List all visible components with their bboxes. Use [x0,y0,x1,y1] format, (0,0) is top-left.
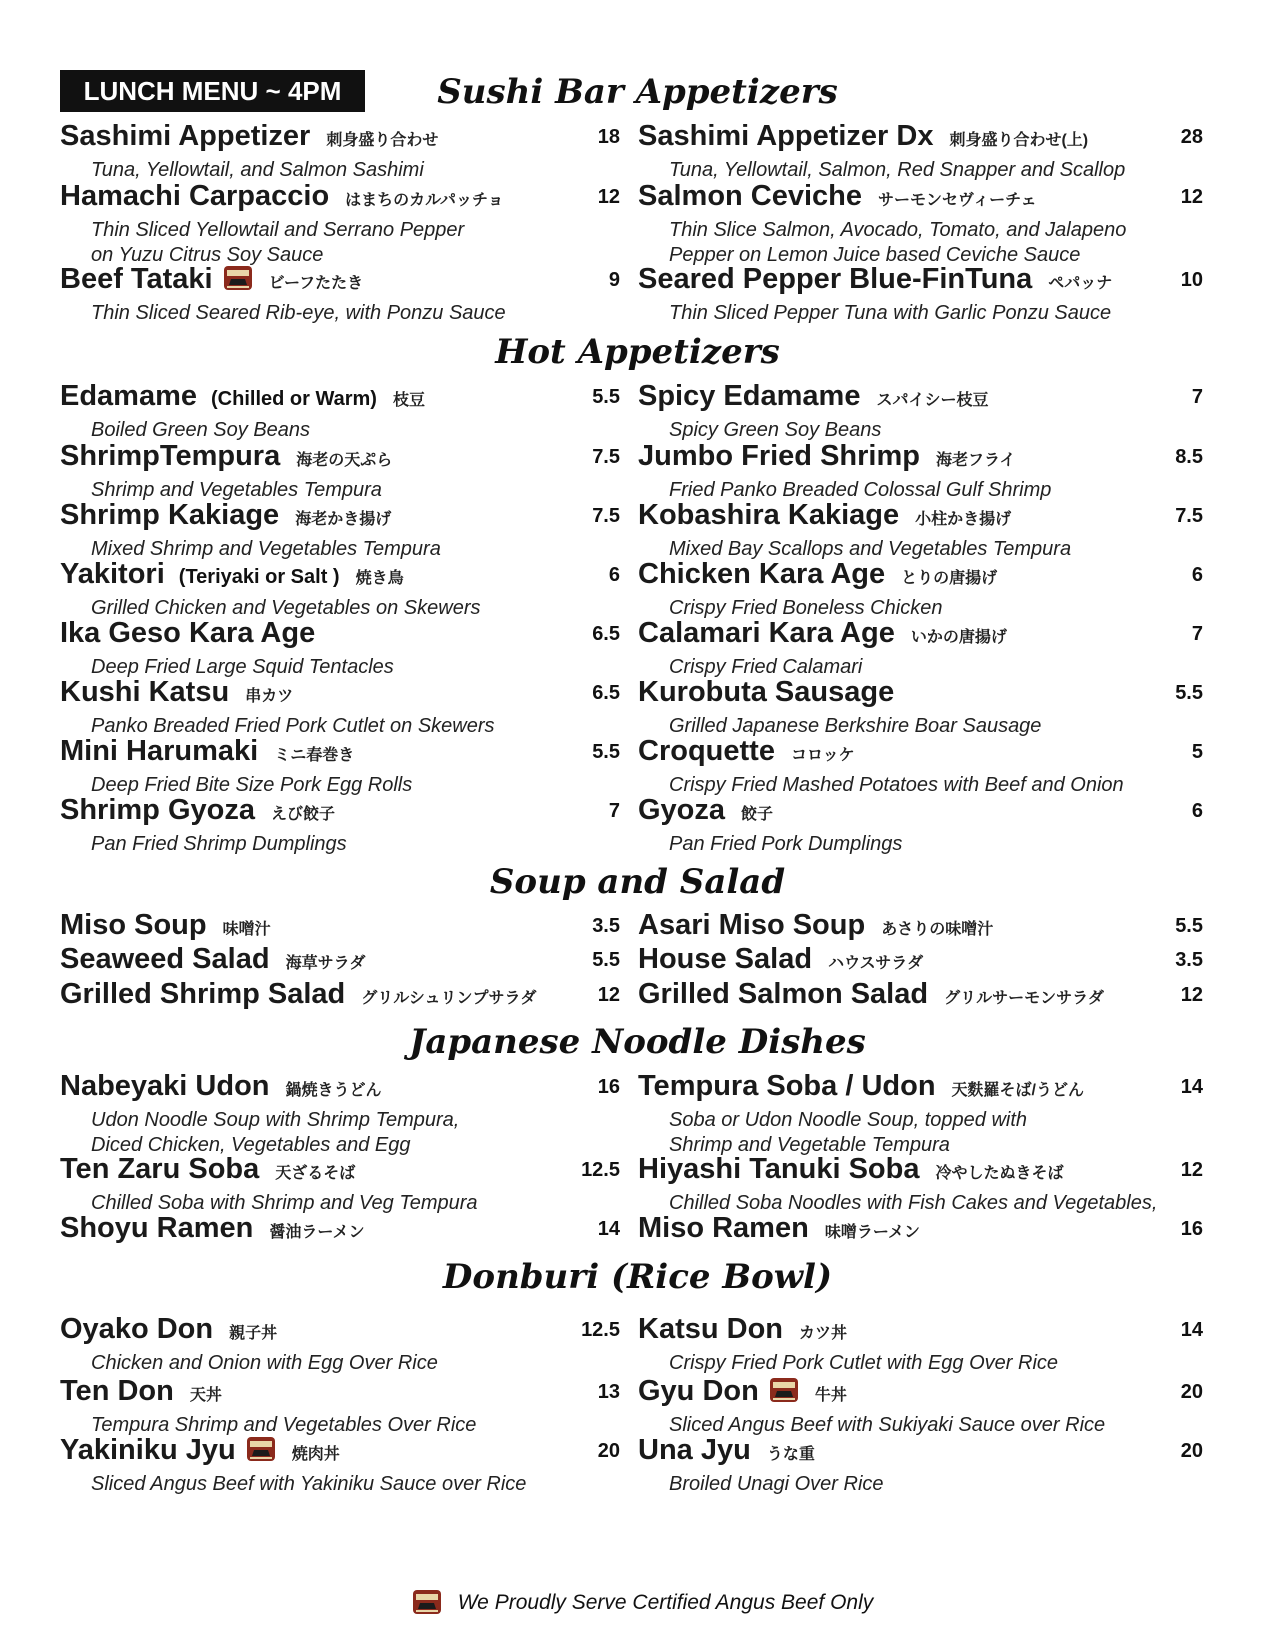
item-description: Soba or Udon Noodle Soup, topped with [669,1109,1028,1131]
item-japanese-name: 鍋焼きうどん [285,1082,382,1099]
item-description: Thin Sliced Seared Rib-eye, with Ponzu Sauce [91,302,506,324]
item-japanese-name: 味噌ラーメン [824,1224,921,1241]
item-japanese-name: 串カツ [245,688,294,705]
item-price: 5.5 [1175,915,1203,937]
item-name: Nabeyaki Udon [60,1070,270,1102]
item-description: Boiled Green Soy Beans [91,419,311,441]
item-japanese-name: はまちのカルパッチョ [345,192,504,209]
item-japanese-name: ペパッナ [1048,275,1113,292]
item-name: Kushi Katsu [60,676,230,708]
item-header [60,1153,620,1191]
item-header [638,1434,1203,1472]
item-price: 12 [1180,984,1203,1006]
item-name: Beef Tataki [60,263,213,295]
item-header [638,380,1203,418]
menu-item [60,978,620,1016]
item-japanese-name: いかの唐揚げ [910,629,1007,646]
certified-angus-beef-icon [246,1434,276,1464]
item-description: Pepper on Lemon Juice based Ceviche Sauce [669,244,1081,266]
section-title-donburi: Donburi (Rice Bowl) [442,1257,833,1297]
item-price: 6 [608,564,620,586]
item-name: Oyako Don [60,1313,214,1345]
item-price: 5 [1191,741,1203,763]
menu-item [638,794,1203,857]
item-header [60,440,620,478]
item-japanese-name: 海草サラダ [285,955,366,972]
item-name: Chicken Kara Age [638,558,886,590]
item-header [638,120,1203,158]
item-description: Udon Noodle Soup with Shrimp Tempura, [91,1109,460,1131]
item-name: Yakitori [60,558,165,590]
item-name: Seared Pepper Blue-FinTuna [638,263,1033,295]
menu-item [638,676,1203,739]
menu-item [60,943,620,981]
item-name: Katsu Don [638,1313,783,1345]
item-name: Spicy Edamame [638,380,861,412]
item-description: Pan Fried Pork Dumplings [669,833,903,855]
lunch-menu-badge: LUNCH MENU ~ 4PM [60,70,365,112]
item-header [60,1434,620,1472]
item-name: Ten Zaru Soba [60,1153,260,1185]
item-description: Tuna, Yellowtail, and Salmon Sashimi [91,159,424,181]
item-name: Asari Miso Soup [638,909,866,941]
menu-item [638,978,1203,1016]
item-description: Crispy Fried Mashed Potatoes with Beef and Onion [669,774,1124,796]
menu-item [60,676,620,739]
menu-item [638,1212,1203,1250]
item-japanese-name: 海老かき揚げ [295,511,392,528]
item-japanese-name: 焼き鳥 [355,570,404,587]
section-title-hot: Hot Appetizers [495,332,780,372]
item-header [638,180,1203,218]
item-name: Gyoza [638,794,726,826]
item-header [638,1153,1203,1191]
item-price: 7.5 [592,505,620,527]
item-description: on Yuzu Citrus Soy Sauce [91,244,324,266]
item-description: Deep Fried Bite Size Pork Egg Rolls [91,774,413,796]
item-header [638,943,1203,981]
item-name: Hiyashi Tanuki Soba [638,1153,920,1185]
item-header [60,263,620,301]
item-name: Una Jyu [638,1434,751,1466]
item-japanese-name: あさりの味噌汁 [881,921,994,938]
item-japanese-name: 冷やしたぬきそば [935,1165,1064,1182]
item-description: Tempura Shrimp and Vegetables Over Rice [91,1414,477,1436]
item-name: Calamari Kara Age [638,617,895,649]
item-price: 14 [597,1218,620,1240]
item-name: Miso Ramen [638,1212,809,1244]
menu-item [60,499,620,562]
menu-item [60,263,620,326]
item-japanese-name: 刺身盛り合わせ(上) [949,132,1089,149]
item-header [638,617,1203,655]
item-price: 5.5 [592,741,620,763]
item-header [60,380,620,418]
menu-item [638,120,1203,183]
item-header [638,440,1203,478]
item-price: 5.5 [592,386,620,408]
item-name: Seaweed Salad [60,943,270,975]
item-price: 6 [1191,564,1203,586]
item-header [60,1313,620,1351]
item-description: Crispy Fried Calamari [669,656,863,678]
item-name: Mini Harumaki [60,735,259,767]
menu-item [638,735,1203,798]
item-header [60,735,620,773]
item-header [60,1375,620,1413]
item-header [60,120,620,158]
item-price: 20 [597,1440,620,1462]
item-description: Shrimp and Vegetable Tempura [669,1134,950,1156]
menu-item [638,440,1203,503]
item-header [60,909,620,947]
item-price: 3.5 [1175,949,1203,971]
item-description: Panko Breaded Fried Pork Cutlet on Skewers [91,715,495,737]
section-title-noodle: Japanese Noodle Dishes [409,1022,866,1062]
item-name: Sashimi Appetizer Dx [638,120,934,152]
menu-item [60,794,620,857]
menu-item [60,1212,620,1250]
menu-item [638,263,1203,326]
item-japanese-name: とりの唐揚げ [901,570,998,587]
item-header [638,499,1203,537]
item-name: Kurobuta Sausage [638,676,895,708]
item-header [60,499,620,537]
menu-item [638,909,1203,947]
item-price: 8.5 [1175,446,1203,468]
item-price: 7.5 [1175,505,1203,527]
item-price: 20 [1180,1440,1203,1462]
item-name: Shrimp Kakiage [60,499,280,531]
item-price: 7 [1191,386,1203,408]
item-header [638,1375,1203,1413]
item-price: 12 [1180,1159,1203,1181]
item-header [638,1070,1203,1108]
item-japanese-name: 牛丼 [814,1387,847,1404]
item-price: 9 [608,269,620,291]
item-name: House Salad [638,943,813,975]
menu-item [638,558,1203,621]
item-description: Spicy Green Soy Beans [669,419,882,441]
item-description: Broiled Unagi Over Rice [669,1473,884,1495]
item-header [638,735,1203,773]
item-japanese-name: 天ざるそば [275,1165,356,1182]
item-price: 5.5 [592,949,620,971]
item-description: Deep Fried Large Squid Tentacles [91,656,394,678]
menu-item [60,1434,620,1497]
item-name: Salmon Ceviche [638,180,863,212]
item-japanese-name: スパイシー枝豆 [876,392,989,409]
item-description: Thin Slice Salmon, Avocado, Tomato, and Jalapeno [669,219,1127,241]
menu-item [60,1070,620,1158]
item-name: ShrimpTempura [60,440,281,472]
item-japanese-name: 天麩羅そば/うどん [951,1082,1084,1099]
item-description: Chicken and Onion with Egg Over Rice [91,1352,438,1374]
item-header [60,676,620,714]
item-name: Kobashira Kakiage [638,499,900,531]
item-price: 14 [1180,1076,1203,1098]
menu-item [638,1070,1203,1158]
item-header [638,558,1203,596]
item-price: 10 [1180,269,1203,291]
item-price: 12 [597,186,620,208]
item-name: Yakiniku Jyu [60,1434,236,1466]
certified-angus-beef-icon [769,1375,799,1405]
item-name: Ten Don [60,1375,174,1407]
item-price: 16 [1180,1218,1203,1240]
item-header [638,1212,1203,1250]
menu-item [60,1153,620,1216]
item-japanese-name: グリルサーモンサラダ [944,990,1104,1007]
item-name: Jumbo Fried Shrimp [638,440,920,472]
item-japanese-name: コロッケ [790,747,855,764]
item-header [638,1313,1203,1351]
item-price: 20 [1180,1381,1203,1403]
item-name: Ika Geso Kara Age [60,617,316,649]
item-name: Grilled Shrimp Salad [60,978,346,1010]
menu-item [638,617,1203,680]
item-japanese-name: 海老フライ [935,452,1016,469]
item-name: Grilled Salmon Salad [638,978,929,1010]
item-price: 12 [1180,186,1203,208]
item-description: Sliced Angus Beef with Sukiyaki Sauce over Rice [669,1414,1106,1436]
item-japanese-name: グリルシュリンプサラダ [361,990,537,1007]
item-description: Chilled Soba with Shrimp and Veg Tempura [91,1192,478,1214]
menu-item [60,180,620,268]
item-description: Crispy Fried Pork Cutlet with Egg Over Rice [669,1352,1059,1374]
menu-item [638,943,1203,981]
item-japanese-name: 枝豆 [392,392,425,409]
item-header [60,617,620,655]
item-price: 5.5 [1175,682,1203,704]
item-japanese-name: ハウスサラダ [828,955,924,972]
item-price: 7 [608,800,620,822]
item-header [638,676,1203,714]
item-header [60,794,620,832]
item-note: (Chilled or Warm) [211,388,377,410]
item-header [60,1212,620,1250]
menu-item [60,120,620,183]
item-japanese-name: 天丼 [189,1387,222,1404]
item-name: Sashimi Appetizer [60,120,311,152]
item-name: Croquette [638,735,775,767]
menu-item [60,380,620,443]
item-japanese-name: ミニ春巻き [274,747,355,764]
section-title-soup: Soup and Salad [489,862,786,902]
item-header [60,943,620,981]
item-japanese-name: 刺身盛り合わせ [326,132,439,149]
item-price: 12.5 [581,1319,620,1341]
item-japanese-name: 小柱かき揚げ [915,511,1012,528]
item-price: 6 [1191,800,1203,822]
item-header [60,978,620,1016]
item-japanese-name: 餃子 [741,806,774,823]
item-description: Diced Chicken, Vegetables and Egg [91,1134,411,1156]
item-price: 7.5 [592,446,620,468]
certified-angus-beef-icon [412,1587,442,1617]
footer-text: We Proudly Serve Certified Angus Beef Only [457,1591,874,1614]
item-header [638,978,1203,1016]
menu-item [60,735,620,798]
item-note: (Teriyaki or Salt ) [178,566,340,588]
item-name: Shrimp Gyoza [60,794,255,826]
item-description: Sliced Angus Beef with Yakiniku Sauce over Rice [91,1473,527,1495]
item-description: Chilled Soba Noodles with Fish Cakes and Vegetables, [669,1192,1158,1214]
item-description: Mixed Bay Scallops and Vegetables Tempura [669,538,1072,560]
item-name: Edamame [60,380,198,412]
item-price: 14 [1180,1319,1203,1341]
item-header [638,263,1203,301]
menu-item [638,1313,1203,1376]
menu-item [60,1313,620,1376]
item-japanese-name: えび餃子 [271,806,336,823]
item-header [60,180,620,218]
item-name: Shoyu Ramen [60,1212,254,1244]
item-header [60,558,620,596]
item-japanese-name: 親子丼 [229,1325,278,1342]
item-price: 7 [1191,623,1203,645]
item-japanese-name: うな重 [766,1446,815,1463]
menu-item [60,558,620,621]
item-price: 28 [1180,126,1203,148]
menu-item [60,909,620,947]
menu-item [60,617,620,680]
item-name: Miso Soup [60,909,207,941]
item-description: Grilled Chicken and Vegetables on Skewers [91,597,481,619]
item-japanese-name: 味噌汁 [222,921,271,938]
item-japanese-name: サーモンセヴィーチェ [878,192,1037,209]
item-description: Shrimp and Vegetables Tempura [91,479,382,501]
menu-item [60,1375,620,1438]
item-japanese-name: カツ丼 [799,1325,848,1342]
item-price: 6.5 [592,623,620,645]
item-japanese-name: 焼肉丼 [291,1446,340,1463]
item-description: Grilled Japanese Berkshire Boar Sausage [669,715,1042,737]
item-price: 13 [597,1381,620,1403]
item-name: Hamachi Carpaccio [60,180,330,212]
item-price: 6.5 [592,682,620,704]
item-description: Crispy Fried Boneless Chicken [669,597,943,619]
item-description: Mixed Shrimp and Vegetables Tempura [91,538,441,560]
item-description: Pan Fried Shrimp Dumplings [91,833,347,855]
item-name: Gyu Don [638,1375,759,1407]
item-description: Fried Panko Breaded Colossal Gulf Shrimp [669,479,1052,501]
item-price: 12.5 [581,1159,620,1181]
menu-item [638,499,1203,562]
item-name: Tempura Soba / Udon [638,1070,936,1102]
item-price: 18 [597,126,620,148]
section-title-sushi: Sushi Bar Appetizers [437,72,838,112]
item-price: 3.5 [592,915,620,937]
menu-item [638,1375,1203,1438]
item-description: Thin Sliced Yellowtail and Serrano Pepper [91,219,465,241]
menu-item [638,1153,1203,1216]
menu-item [638,180,1203,268]
item-japanese-name: 海老の天ぷら [296,452,393,469]
menu-item [638,380,1203,443]
item-japanese-name: 醤油ラーメン [269,1224,365,1241]
item-price: 16 [597,1076,620,1098]
item-japanese-name: ビーフたたき [268,275,364,292]
item-description: Thin Sliced Pepper Tuna with Garlic Ponzu Sauce [669,302,1112,324]
item-header [60,1070,620,1108]
footer [0,1587,1275,1617]
item-description: Tuna, Yellowtail, Salmon, Red Snapper and Scallop [669,159,1126,181]
item-price: 12 [597,984,620,1006]
certified-angus-beef-icon [223,263,253,293]
menu-item [638,1434,1203,1497]
item-header [638,794,1203,832]
item-header [638,909,1203,947]
menu-item [60,440,620,503]
